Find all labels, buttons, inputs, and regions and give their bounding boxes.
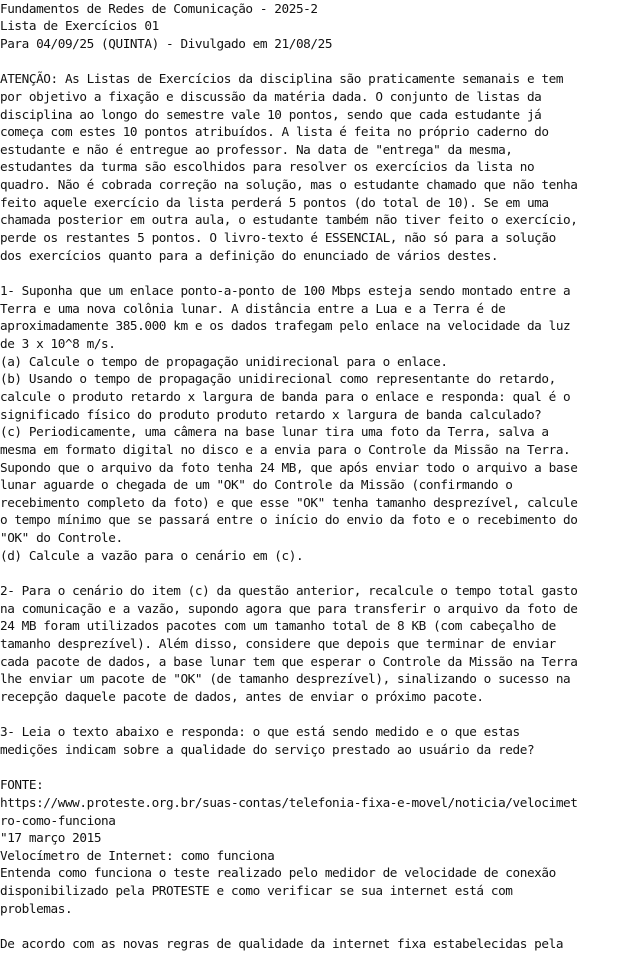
text-line: Supondo que o arquivo da foto tenha 24 MB, que após enviar todo o arquivo a base	[0, 459, 578, 475]
text-line: perde os restantes 5 pontos. O livro-texto é ESSENCIAL, não só para a solução	[0, 230, 556, 246]
text-line: De acordo com as novas regras de qualidade da internet fixa estabelecidas pela	[0, 936, 564, 952]
text-line: começa com estes 10 pontos atribuídos. A lista é feita no próprio caderno do	[0, 124, 549, 140]
text-line: recebimento completo da foto) e que esse "OK" tenha tamanho desprezível, calcule	[0, 494, 578, 510]
text-line: ATENÇÃO: As Listas de Exercícios da disciplina são praticamente semanais e tem	[0, 71, 564, 87]
text-line: lunar aguarde o chegada de um "OK" do Controle da Missão (confirmando o	[0, 477, 513, 493]
text-line: feito aquele exercício da lista perderá 5 pontos (do total de 10). Se em uma	[0, 194, 549, 210]
text-line: dos exercícios quanto para a definição do enunciado de vários destes.	[0, 247, 499, 263]
text-line: problemas.	[0, 900, 73, 916]
text-line: cada pacote de dados, a base lunar tem que esperar o Controle da Missão na Terra	[0, 653, 578, 669]
text-line: aproximadamente 385.000 km e os dados trafegam pelo enlace na velocidade da luz	[0, 318, 571, 334]
text-line: chamada posterior em outra aula, o estudante também não tiver feito o exercício,	[0, 212, 578, 228]
text-line: "OK" do Controle.	[0, 530, 123, 546]
text-line: Terra e uma nova colônia lunar. A distância entre a Lua e a Terra é de	[0, 300, 506, 316]
text-line: disponibilizado pela PROTESTE e como verificar se sua internet está com	[0, 883, 513, 899]
text-line: FONTE:	[0, 777, 44, 793]
text-line: mesma em formato digital no disco e a envia para o Controle da Missão na Terra.	[0, 441, 571, 457]
text-line: (b) Usando o tempo de propagação unidirecional como representante do retardo,	[0, 371, 556, 387]
text-line: 24 MB foram utilizados pacotes com um tamanho total de 8 KB (com cabeçalho de	[0, 618, 556, 634]
text-line: 2- Para o cenário do item (c) da questão anterior, recalcule o tempo total gasto	[0, 583, 578, 599]
text-line: (a) Calcule o tempo de propagação unidirecional para o enlace.	[0, 353, 448, 369]
text-line: "17 março 2015	[0, 830, 102, 846]
text-line: Velocímetro de Internet: como funciona	[0, 847, 275, 863]
text-line: na comunicação e a vazão, supondo agora que para transferir o arquivo da foto de	[0, 600, 578, 616]
text-line: ro-como-funciona	[0, 812, 116, 828]
text-line: disciplina ao longo do semestre vale 10 pontos, sendo que cada estudante já	[0, 106, 542, 122]
text-line: Entenda como funciona o teste realizado pelo medidor de velocidade de conexão	[0, 865, 556, 881]
text-line: estudante e não é entregue ao professor. Na data de "entrega" da mesma,	[0, 141, 513, 157]
text-line: tamanho desprezível). Além disso, considere que depois que terminar de enviar	[0, 636, 556, 651]
text-line: Lista de Exercícios 01	[0, 18, 159, 34]
text-line: https://www.proteste.org.br/suas-contas/telefonia-fixa-e-movel/noticia/velocimet	[0, 794, 578, 810]
text-line: calcule o produto retardo x largura de banda para o enlace e responda: qual é o	[0, 388, 571, 404]
text-line: estudantes da turma são escolhidos para resolver os exercícios da lista no	[0, 159, 535, 175]
text-line: de 3 x 10^8 m/s.	[0, 335, 116, 351]
text-line: medições indicam sobre a qualidade do serviço prestado ao usuário da rede?	[0, 741, 535, 757]
text-line: (d) Calcule a vazão para o cenário em (c).	[0, 547, 304, 563]
text-line: Para 04/09/25 (QUINTA) - Divulgado em 21/08/25	[0, 35, 333, 51]
text-line: por objetivo a fixação e discussão da matéria dada. O conjunto de listas da	[0, 88, 542, 104]
text-line: Fundamentos de Redes de Comunicação - 2025-2	[0, 0, 318, 16]
text-line: o tempo mínimo que se passará entre o início do envio da foto e o recebimento do	[0, 512, 578, 528]
text-line: 1- Suponha que um enlace ponto-a-ponto de 100 Mbps esteja sendo montado entre a	[0, 283, 571, 298]
text-line: 3- Leia o texto abaixo e responda: o que está sendo medido e o que estas	[0, 724, 520, 740]
text-line: recepção daquele pacote de dados, antes de enviar o próximo pacote.	[0, 688, 484, 704]
text-line: quadro. Não é cobrada correção na solução, mas o estudante chamado que não tenha	[0, 177, 578, 193]
text-line: lhe enviar um pacote de "OK" (de tamanho desprezível), sinalizando o sucesso na	[0, 671, 571, 687]
text-line: significado físico do produto produto retardo x largura de banda calculado?	[0, 406, 542, 422]
text-line: (c) Periodicamente, uma câmera na base lunar tira uma foto da Terra, salva a	[0, 424, 549, 440]
